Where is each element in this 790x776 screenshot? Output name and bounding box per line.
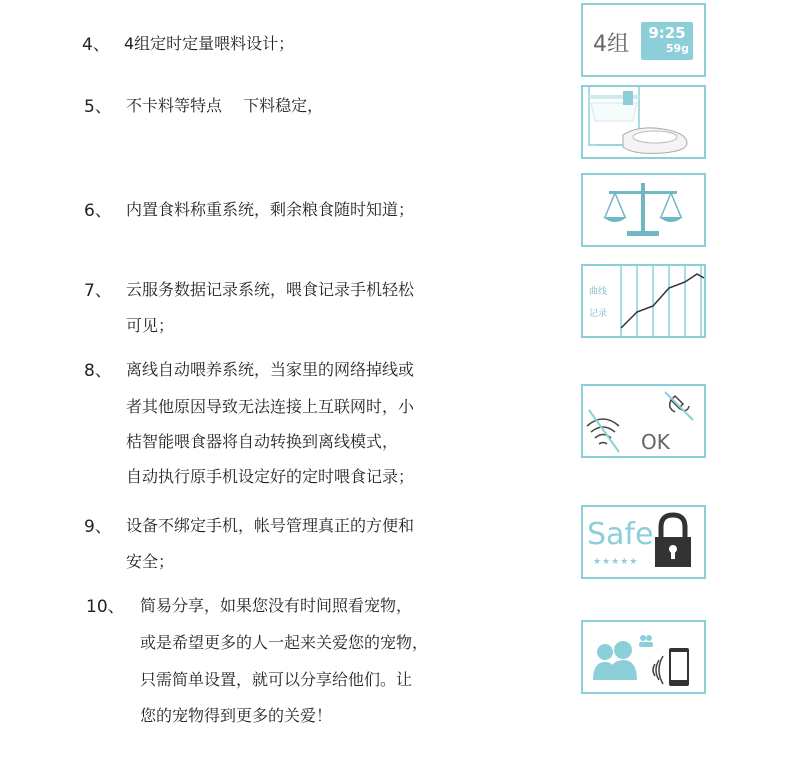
item-text: 离线自动喂养系统，当家里的网络掉线或 [126,360,415,379]
item-text: 者其他原因导致无法连接上互联网时，小 [126,397,415,416]
item-text: 安全； [126,552,175,571]
lcd-screen [641,22,693,60]
item-text: 设备不绑定手机，帐号管理真正的方便和 [126,516,415,535]
timer-display-icon [581,3,706,77]
item-text: 不卡料等特点 下料稳定， [126,96,324,115]
scale-icon [581,173,706,247]
item-text: 只需简单设置，就可以分享给他们。让 [140,670,413,689]
line-chart-icon [581,264,706,338]
offline-mode-icon [581,384,706,458]
lcd-time: 9:25 [648,24,686,42]
item-text: 自动执行原手机设定好的定时喂食记录； [126,467,415,486]
safe-stars: ★★★★★ [593,557,639,567]
chart-label-bottom: 记录 [589,309,608,319]
item-number: 9、 [84,517,112,537]
item-number: 8、 [84,361,112,381]
item-text: 您的宠物得到更多的关爱！ [140,706,333,725]
item-number: 6、 [84,201,112,221]
item-text: 或是希望更多的人一起来关爱您的宠物， [140,633,429,652]
safe-word: Safe [587,517,654,552]
chart-label-top: 曲线 [589,287,608,297]
lcd-weight: 59g [665,42,689,55]
share-users-icon [581,620,706,694]
item-number: 4、 [82,35,110,55]
item-text: 内置食料称重系统，剩余粮食随时知道； [126,200,415,219]
item-text: 可见； [126,316,175,335]
item-number: 7、 [84,281,112,301]
item-text: 4组定时定量喂料设计； [124,34,295,53]
item-text: 桔智能喂食器将自动转换到离线模式， [126,432,399,451]
safe-lock-icon [581,505,706,579]
item-text: 云服务数据记录系统，喂食记录手机轻松 [126,280,415,299]
feeder-icon [581,85,706,159]
group-label: 4组 [593,32,629,57]
item-number: 10、 [86,597,125,617]
item-text: 简易分享，如果您没有时间照看宠物， [140,596,413,615]
item-number: 5、 [84,97,112,117]
ok-label: OK [641,430,670,454]
